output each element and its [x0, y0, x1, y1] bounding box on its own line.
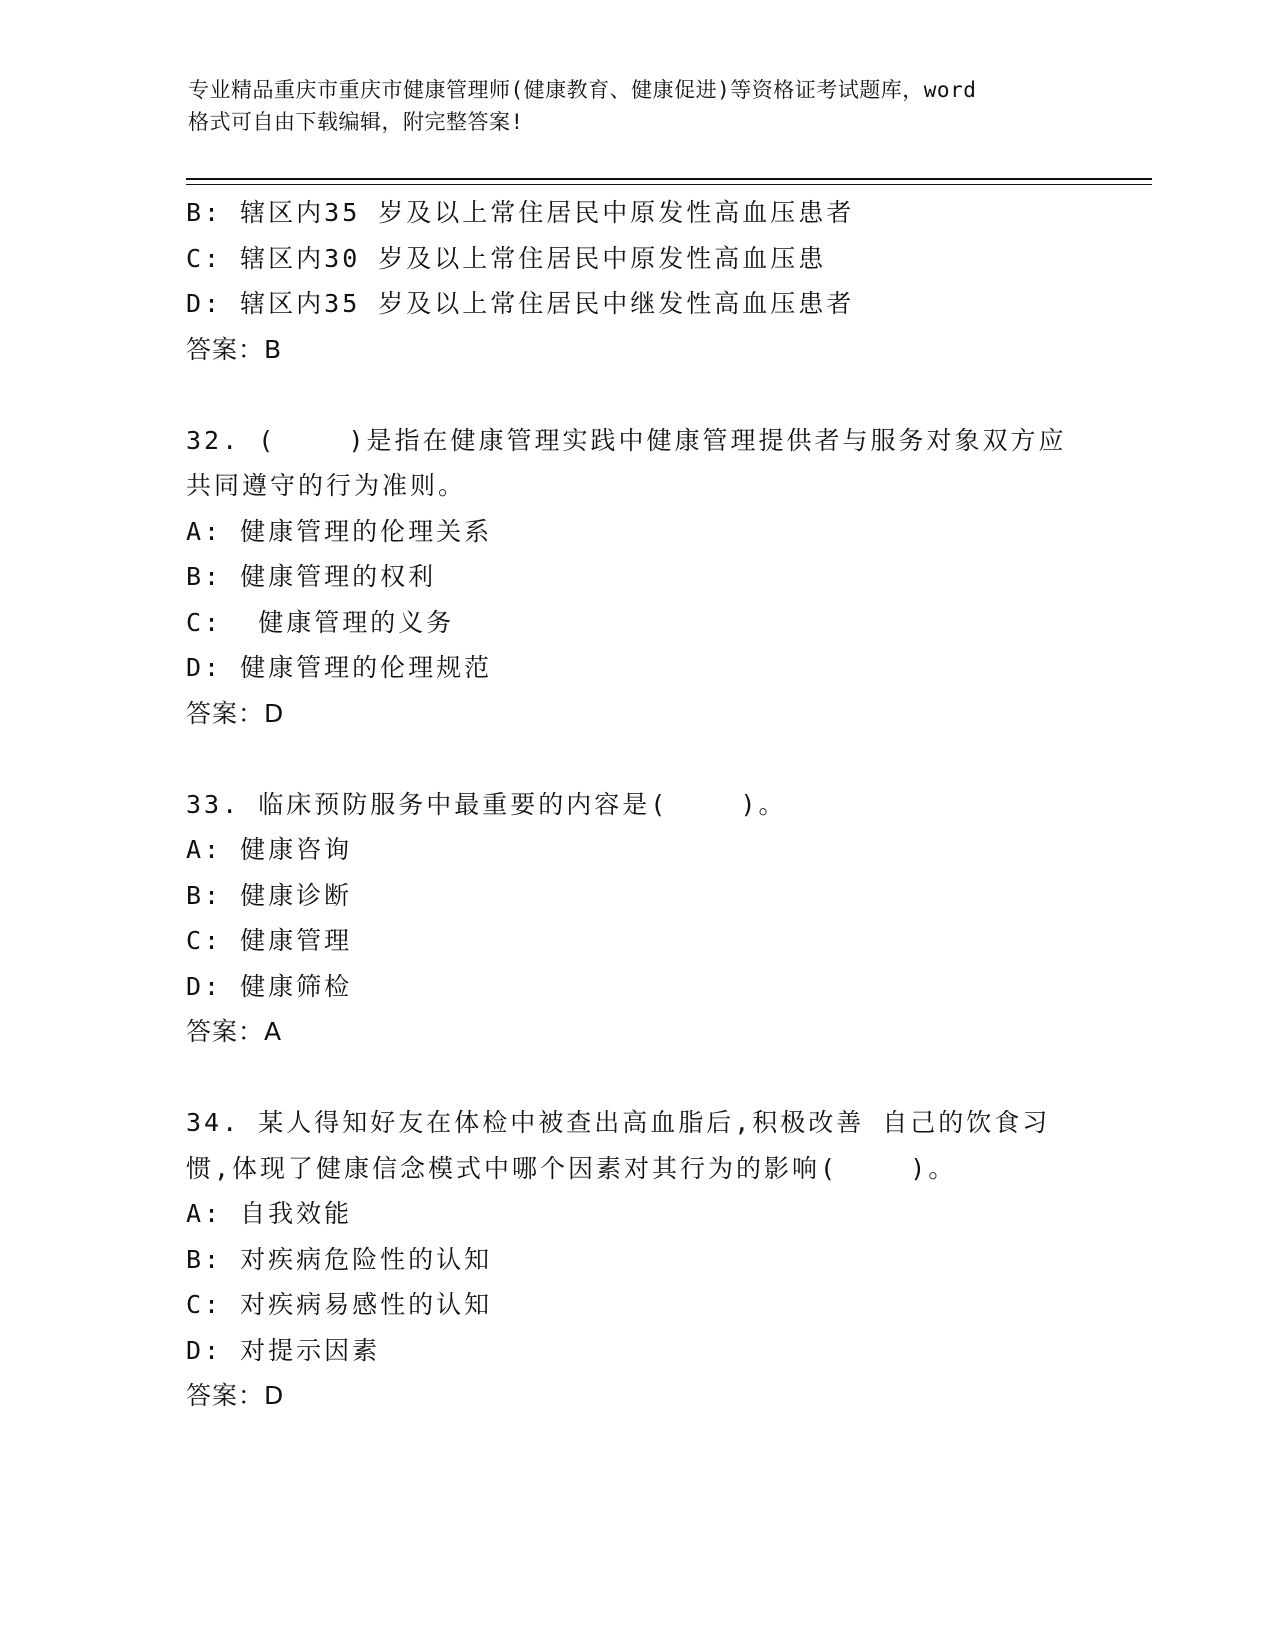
option-c: C: 健康管理 [186, 926, 353, 955]
question-list [186, 190, 1086, 1419]
question-stem: 32. ( )是指在健康管理实践中健康管理提供者与服务对象双方应 [186, 425, 1067, 455]
option-c: C: 健康管理的义务 [186, 607, 455, 637]
answer-line: 答案：B [186, 334, 283, 364]
answer-line: 答案：D [186, 1381, 285, 1410]
option-d: D: 辖区内35 岁及以上常住居民中继发性高血压患者 [186, 289, 855, 318]
answer-line: 答案：A [186, 1017, 283, 1046]
question-stem-cont: 惯,体现了健康信念模式中哪个因素对其行为的影响( )。 [186, 1153, 957, 1183]
option-a: A: 健康管理的伦理关系 [186, 516, 493, 546]
answer-line: 答案：D [186, 698, 285, 728]
question-block-31 [186, 190, 1086, 372]
question-block-34 [186, 1100, 1086, 1419]
question-stem: 33. 临床预防服务中最重要的内容是( )。 [186, 789, 787, 819]
spacer [186, 736, 1086, 782]
question-stem-cont: 共同遵守的行为准则。 [186, 471, 467, 500]
spacer [186, 372, 1086, 418]
question-stem: 34. 某人得知好友在体检中被查出高血脂后,积极改善 自己的饮食习 [186, 1108, 1051, 1137]
header-rule-thick [186, 178, 1152, 180]
option-b: B: 健康管理的权利 [186, 562, 437, 591]
option-c: C: 对疾病易感性的认知 [186, 1290, 493, 1319]
option-b: B: 对疾病危险性的认知 [186, 1244, 493, 1274]
header-line-2: 格式可自由下载编辑，附完整答案! [188, 110, 524, 134]
header-line-1: 专业精品重庆市重庆市健康管理师(健康教育、健康促进)等资格证考试题库，word [188, 78, 977, 102]
header-rule-thin [186, 184, 1152, 185]
option-a: A: 健康咨询 [186, 835, 353, 864]
spacer [186, 1055, 1086, 1101]
option-d: D: 健康管理的伦理规范 [186, 653, 493, 682]
option-d: D: 对提示因素 [186, 1335, 381, 1365]
question-block-33 [186, 782, 1086, 1055]
option-b: B: 辖区内35 岁及以上常住居民中原发性高血压患者 [186, 198, 855, 227]
option-b: B: 健康诊断 [186, 880, 353, 910]
question-block-32 [186, 418, 1086, 737]
option-c: C: 辖区内30 岁及以上常住居民中原发性高血压患 [186, 243, 827, 273]
document-header [188, 74, 1088, 138]
option-d: D: 健康筛检 [186, 971, 353, 1001]
option-a: A: 自我效能 [186, 1199, 353, 1228]
